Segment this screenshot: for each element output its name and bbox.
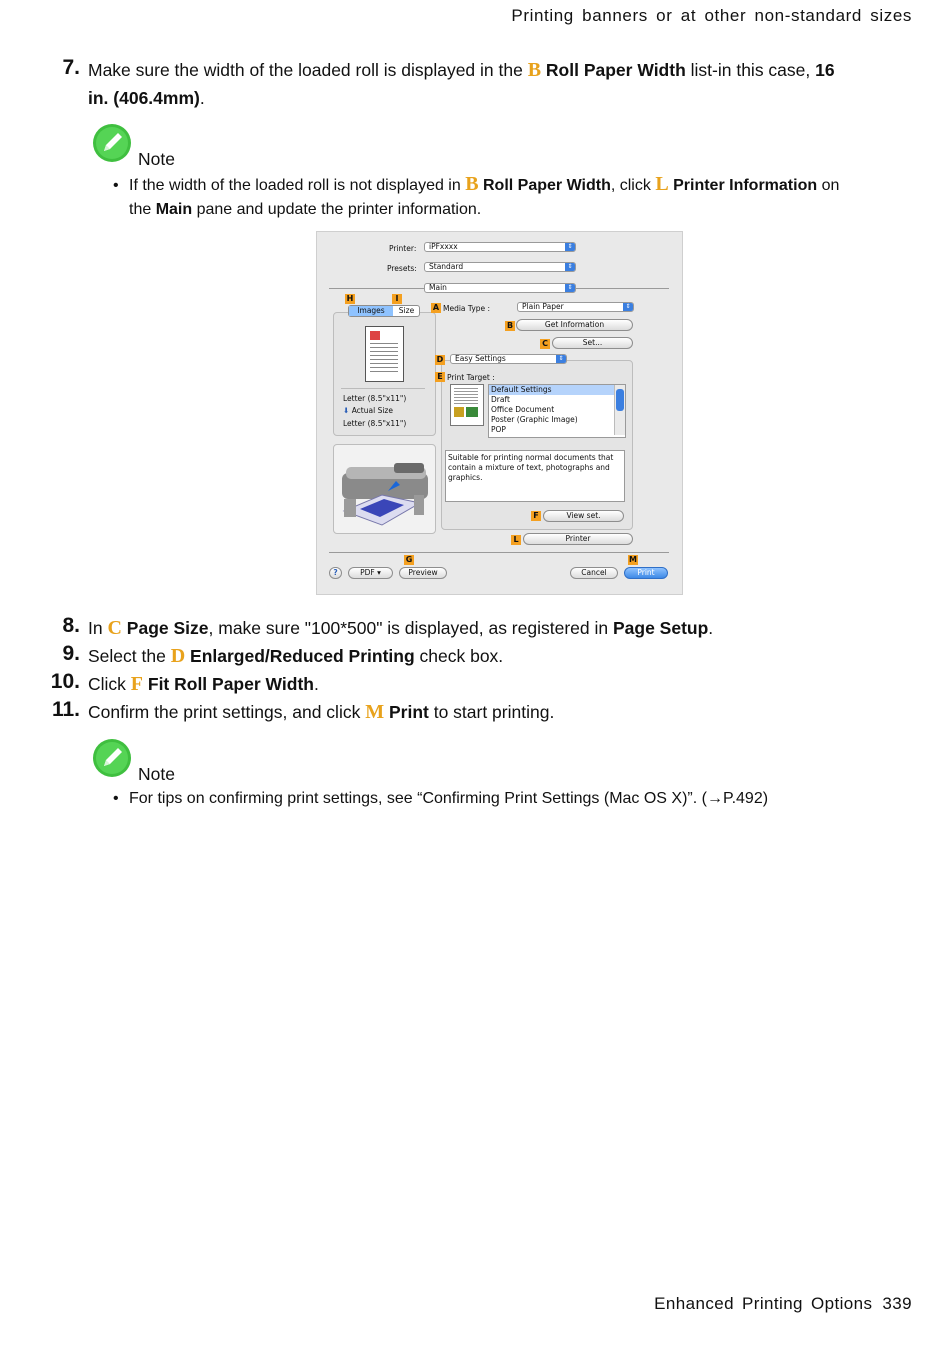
text: pane and update the printer information. bbox=[192, 201, 482, 218]
bullet: • bbox=[113, 790, 119, 807]
step-number-7: 7. bbox=[62, 56, 80, 79]
popup-arrow-icon: ⇕ bbox=[623, 303, 633, 311]
ui-term: in. (406.4mm) bbox=[88, 88, 200, 108]
ui-term: Roll Paper Width bbox=[483, 177, 611, 194]
text: check box. bbox=[414, 646, 504, 666]
key-letter: F bbox=[130, 673, 143, 695]
tab-size[interactable]: Size bbox=[398, 306, 415, 315]
size-line-2 bbox=[343, 406, 393, 415]
thumbnail-image bbox=[370, 331, 380, 340]
cross-reference-link[interactable]: For tips on confirming print settings, see “Confirming Print Settings (Mac OS X)”. (→P.492) bbox=[129, 790, 769, 807]
easy-settings-value: Easy Settings bbox=[455, 354, 506, 363]
thumbnail-image bbox=[454, 407, 464, 417]
text: Click bbox=[88, 674, 131, 694]
step-number-11: 11. bbox=[51, 698, 80, 721]
list-item[interactable]: Draft bbox=[491, 395, 510, 404]
printer-label: Printer: bbox=[389, 244, 417, 253]
print-dialog-screenshot bbox=[316, 231, 683, 595]
preview-button[interactable]: Preview bbox=[399, 567, 447, 579]
size-line-3: Letter (8.5"x11") bbox=[343, 419, 407, 428]
pane-popup[interactable] bbox=[424, 283, 576, 293]
tag-l: L bbox=[511, 535, 521, 545]
step-11-text bbox=[88, 698, 888, 726]
set-button[interactable]: Set... bbox=[552, 337, 633, 349]
text: Make sure the width of the loaded roll is displayed in the bbox=[88, 60, 528, 80]
list-scrollbar[interactable] bbox=[614, 385, 625, 435]
list-item[interactable]: Office Document bbox=[491, 405, 555, 414]
tag-a: A bbox=[432, 303, 440, 312]
size-line-1: Letter (8.5"x11") bbox=[343, 394, 407, 403]
step-8-text bbox=[88, 614, 888, 642]
note-label: Note bbox=[138, 149, 175, 169]
pane-value: Main bbox=[429, 283, 447, 292]
print-target-list[interactable] bbox=[488, 384, 626, 438]
easy-settings-popup[interactable] bbox=[450, 354, 567, 364]
running-header: Printing banners or at other non-standard sizes bbox=[511, 6, 912, 25]
note-2-bullet bbox=[113, 787, 883, 811]
text: If the width of the loaded roll is not displayed in bbox=[129, 177, 466, 194]
ui-term: Enlarged/Reduced Printing bbox=[190, 646, 415, 666]
thumbnail-image bbox=[466, 407, 478, 417]
ui-term: Main bbox=[155, 201, 193, 218]
ui-term: Print bbox=[388, 702, 429, 722]
text: Select the bbox=[88, 646, 171, 666]
help-button[interactable]: ? bbox=[329, 567, 342, 579]
tag-b: B bbox=[506, 321, 514, 330]
tag-i: I bbox=[392, 294, 402, 304]
presets-value: Standard bbox=[429, 262, 464, 271]
tab-images[interactable]: Images bbox=[349, 306, 393, 316]
cancel-button[interactable]: Cancel bbox=[570, 567, 618, 579]
ui-term: 16 bbox=[815, 60, 835, 80]
presets-label: Presets: bbox=[387, 264, 417, 273]
key-letter: C bbox=[107, 617, 122, 639]
thumbnail-text bbox=[454, 388, 478, 404]
tag-c: C bbox=[540, 339, 550, 349]
ui-term: Page Setup bbox=[612, 618, 709, 638]
note-icon bbox=[92, 123, 132, 168]
tab-group bbox=[348, 305, 420, 317]
key-letter: B bbox=[465, 173, 479, 195]
key-letter: B bbox=[527, 59, 542, 81]
text: In bbox=[88, 618, 108, 638]
ui-term: Page Size bbox=[126, 618, 209, 638]
list-item[interactable]: POP bbox=[491, 425, 506, 434]
text: to start printing. bbox=[428, 702, 555, 722]
text: on bbox=[817, 177, 840, 194]
pdf-button[interactable]: PDF ▾ bbox=[348, 567, 393, 579]
pencil-icon bbox=[92, 123, 132, 163]
size-line-2-text: Actual Size bbox=[351, 406, 393, 415]
printer-value: iPFxxxx bbox=[429, 242, 458, 251]
printer-image-panel bbox=[333, 444, 436, 534]
ui-term: Fit Roll Paper Width bbox=[147, 674, 314, 694]
pencil-icon bbox=[92, 738, 132, 778]
divider bbox=[329, 552, 669, 553]
presets-popup[interactable] bbox=[424, 262, 576, 272]
print-button[interactable]: Print bbox=[624, 567, 668, 579]
divider bbox=[341, 388, 425, 389]
step-number-9: 9. bbox=[62, 642, 80, 665]
get-information-button[interactable]: Get Information bbox=[516, 319, 633, 331]
media-type-popup[interactable] bbox=[517, 302, 634, 312]
tag-d: D bbox=[436, 355, 444, 364]
ui-term: Roll Paper Width bbox=[545, 60, 686, 80]
page-number: 339 bbox=[882, 1294, 912, 1313]
tag-m: M bbox=[629, 555, 637, 564]
text: . bbox=[313, 674, 319, 694]
popup-arrow-icon: ⇕ bbox=[556, 355, 566, 363]
print-target-thumbnail bbox=[450, 384, 484, 426]
key-letter: L bbox=[655, 173, 669, 195]
text: , click bbox=[610, 177, 656, 194]
note-label: Note bbox=[138, 764, 175, 784]
thumbnail-text bbox=[370, 343, 398, 375]
tag-f: F bbox=[531, 511, 541, 521]
tag-e: E bbox=[435, 372, 445, 382]
popup-arrow-icon: ⇕ bbox=[565, 243, 575, 251]
print-target-label: Print Target : bbox=[447, 373, 495, 382]
running-footer bbox=[654, 1294, 912, 1314]
step-number-8: 8. bbox=[62, 614, 80, 637]
text: list-in this case, bbox=[685, 60, 816, 80]
step-10-text bbox=[88, 670, 888, 698]
popup-arrow-icon: ⇕ bbox=[565, 284, 575, 292]
text: . bbox=[708, 618, 714, 638]
scroll-thumb[interactable] bbox=[616, 389, 624, 411]
tag-h: H bbox=[346, 294, 354, 303]
text: Confirm the print settings, and click bbox=[88, 702, 366, 722]
printer-illustration-icon bbox=[334, 445, 434, 531]
step-9-text bbox=[88, 642, 888, 670]
arrow-down-icon: ⬇ bbox=[343, 406, 350, 415]
step-7-text bbox=[88, 56, 888, 112]
note-1-bullet bbox=[113, 172, 883, 222]
list-item[interactable]: Poster (Graphic Image) bbox=[491, 415, 578, 424]
media-type-value: Plain Paper bbox=[522, 302, 564, 311]
page-thumbnail bbox=[365, 326, 404, 382]
printer-button[interactable]: Printer bbox=[523, 533, 633, 545]
popup-arrow-icon: ⇕ bbox=[565, 263, 575, 271]
view-set-button[interactable]: View set. bbox=[543, 510, 624, 522]
printer-popup[interactable] bbox=[424, 242, 576, 252]
description-box bbox=[445, 450, 625, 502]
tag-g: G bbox=[405, 555, 413, 564]
media-type-label: Media Type : bbox=[443, 304, 491, 313]
ui-term: Printer Information bbox=[673, 177, 818, 194]
description-text: Suitable for printing normal documents that contain a mixture of text, photographs and graphics. bbox=[448, 453, 614, 482]
text: . bbox=[199, 88, 205, 108]
footer-section: Enhanced Printing Options bbox=[654, 1294, 873, 1313]
key-letter: D bbox=[170, 645, 186, 667]
step-number-10: 10. bbox=[50, 670, 80, 693]
list-item[interactable]: Default Settings bbox=[489, 385, 625, 395]
key-letter: M bbox=[365, 701, 385, 723]
text: the bbox=[129, 201, 156, 218]
note-icon bbox=[92, 738, 132, 783]
bullet: • bbox=[113, 177, 119, 194]
text: , make sure "100*500" is displayed, as registered in bbox=[208, 618, 613, 638]
